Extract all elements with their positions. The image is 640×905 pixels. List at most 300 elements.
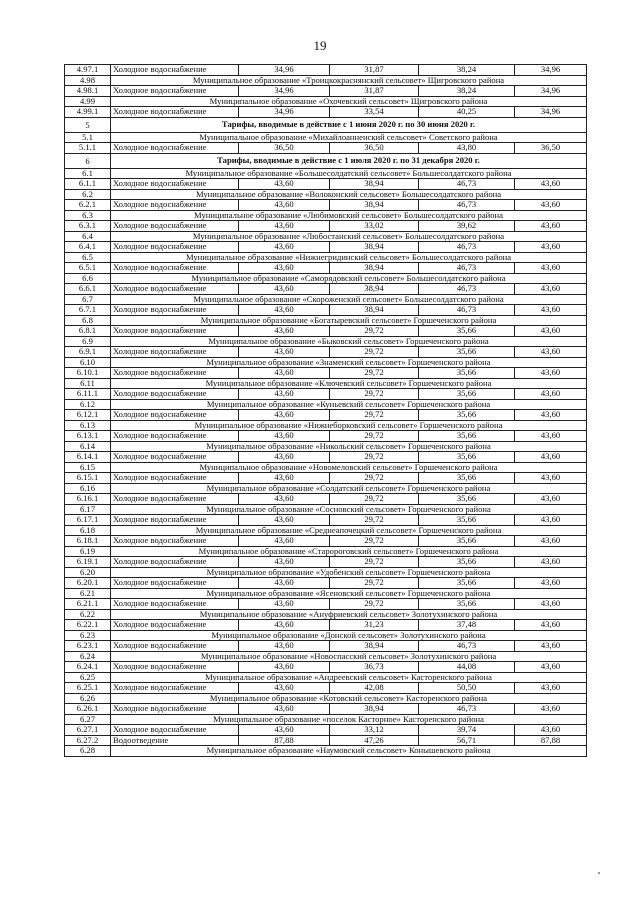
row-code: 4.99.1	[65, 107, 111, 118]
municipality-row	[65, 651, 587, 662]
municipality-name: Муниципальное образование «Саморядовский сельсовет» Большесолдатского района	[111, 273, 587, 284]
service-name: Холодное водоснабжение	[111, 410, 239, 421]
service-name: Холодное водоснабжение	[111, 557, 239, 568]
tariff-value-4: 43,60	[515, 725, 587, 736]
municipality-name: Муниципальное образование «Новомеловский сельсовет» Горшеченского района	[111, 462, 587, 473]
row-code: 6.11	[65, 378, 111, 389]
municipality-name: Муниципальное образование «Котовский сельсовет» Касторенского района	[111, 693, 587, 704]
row-code: 6.22	[65, 609, 111, 620]
tariff-value-4: 34,96	[515, 107, 587, 118]
tariff-value-3: 40,25	[419, 107, 515, 118]
municipality-name: Муниципальное образование «Большесолдатский сельсовет» Большесолдатского района	[111, 168, 587, 179]
row-code: 6.17.1	[65, 515, 111, 526]
service-name: Холодное водоснабжение	[111, 65, 239, 76]
tariff-row	[65, 86, 587, 97]
tariff-value-1: 43,60	[239, 536, 330, 547]
tariff-value-2: 31,87	[330, 65, 419, 76]
municipality-row	[65, 357, 587, 368]
tariff-row	[65, 65, 587, 76]
row-code: 6.8	[65, 315, 111, 326]
tariff-row	[65, 263, 587, 274]
row-code: 6.13	[65, 420, 111, 431]
row-code: 4.98	[65, 75, 111, 86]
row-code: 6.2	[65, 189, 111, 200]
municipality-name: Муниципальное образование «Андреевский сельсовет» Касторенского района	[111, 672, 587, 683]
row-code: 6.17	[65, 504, 111, 515]
municipality-name: Муниципальное образование «Троицкокраснянский сельсовет» Щигровского района	[111, 75, 587, 86]
row-code: 6.26	[65, 693, 111, 704]
municipality-name: Муниципальное образование «Любостанский сельсовет» Большесолдатского района	[111, 231, 587, 242]
tariff-value-2: 33,02	[330, 221, 419, 232]
service-name: Холодное водоснабжение	[111, 179, 239, 190]
service-name: Холодное водоснабжение	[111, 86, 239, 97]
tariff-value-3: 46,73	[419, 284, 515, 295]
municipality-name: Муниципальное образование «Охочевский сельсовет» Щигровского района	[111, 96, 587, 107]
tariff-value-2: 29,72	[330, 452, 419, 463]
row-code: 6.22.1	[65, 620, 111, 631]
municipality-name: Муниципальное образование «Солдатский сельсовет» Горшеченского района	[111, 483, 587, 494]
tariff-value-1: 43,60	[239, 389, 330, 400]
tariff-value-4: 43,60	[515, 431, 587, 442]
row-code: 6.18.1	[65, 536, 111, 547]
tariff-value-2: 38,94	[330, 305, 419, 316]
tariff-value-1: 43,60	[239, 683, 330, 694]
tariff-value-2: 33,12	[330, 725, 419, 736]
row-code: 6.16.1	[65, 494, 111, 505]
tariff-value-2: 38,94	[330, 200, 419, 211]
row-code: 6.16	[65, 483, 111, 494]
tariff-row	[65, 431, 587, 442]
page-number: 19	[313, 38, 327, 53]
municipality-row	[65, 504, 587, 515]
tariff-value-1: 43,60	[239, 431, 330, 442]
municipality-name: Муниципальное образование «Удобенский сельсовет» Горшеченского района	[111, 567, 587, 578]
row-code: 6.23	[65, 630, 111, 641]
municipality-name: Муниципальное образование «Любимовский сельсовет» Большесолдатского района	[111, 210, 587, 221]
tariff-row	[65, 473, 587, 484]
tariff-row	[65, 326, 587, 337]
municipality-row	[65, 273, 587, 284]
row-code: 6.6	[65, 273, 111, 284]
tariff-value-4: 43,60	[515, 242, 587, 253]
service-name: Холодное водоснабжение	[111, 284, 239, 295]
tariff-value-3: 46,73	[419, 179, 515, 190]
tariff-value-3: 35,66	[419, 599, 515, 610]
tariff-value-2: 47,26	[330, 735, 419, 746]
tariff-value-2: 29,72	[330, 557, 419, 568]
service-name: Холодное водоснабжение	[111, 452, 239, 463]
tariff-value-2: 38,94	[330, 284, 419, 295]
tariff-row	[65, 641, 587, 652]
row-code: 6.4	[65, 231, 111, 242]
municipality-name: Муниципальное образование «Никольский сельсовет» Горшеченского района	[111, 441, 587, 452]
municipality-row	[65, 168, 587, 179]
tariff-value-1: 43,60	[239, 725, 330, 736]
municipality-row	[65, 672, 587, 683]
municipality-name: Муниципальное образование «Богатыревский сельсовет» Горшеченского района	[111, 315, 587, 326]
service-name: Холодное водоснабжение	[111, 263, 239, 274]
service-name: Холодное водоснабжение	[111, 683, 239, 694]
service-name: Холодное водоснабжение	[111, 389, 239, 400]
row-code: 6.9.1	[65, 347, 111, 358]
tariff-value-2: 29,72	[330, 326, 419, 337]
tariff-value-4: 43,60	[515, 620, 587, 631]
tariff-value-2: 36,73	[330, 662, 419, 673]
service-name: Холодное водоснабжение	[111, 578, 239, 589]
tariff-value-1: 43,60	[239, 179, 330, 190]
tariff-value-1: 34,96	[239, 65, 330, 76]
row-code: 6.1	[65, 168, 111, 179]
row-code: 6.21	[65, 588, 111, 599]
municipality-row	[65, 336, 587, 347]
municipality-name: Муниципальное образование «Знаменский сельсовет» Горшеченского района	[111, 357, 587, 368]
service-name: Холодное водоснабжение	[111, 431, 239, 442]
row-code: 6.27.1	[65, 725, 111, 736]
tariff-value-2: 29,72	[330, 473, 419, 484]
row-code: 6.19	[65, 546, 111, 557]
section-header-row	[65, 117, 587, 132]
municipality-name: Муниципальное образование «Ясеновский сельсовет» Горшеченского района	[111, 588, 587, 599]
tariff-value-4: 43,60	[515, 683, 587, 694]
tariff-row	[65, 221, 587, 232]
municipality-row	[65, 132, 587, 143]
tariff-value-4: 43,60	[515, 326, 587, 337]
row-code: 4.99	[65, 96, 111, 107]
tariff-value-3: 35,66	[419, 326, 515, 337]
tariff-value-1: 87,88	[239, 735, 330, 746]
tariff-value-1: 43,60	[239, 200, 330, 211]
municipality-row	[65, 399, 587, 410]
municipality-name: Муниципальное образование «Быковский сельсовет» Горшеченского района	[111, 336, 587, 347]
municipality-name: Муниципальное образование «Сосновский сельсовет» Горшеченского района	[111, 504, 587, 515]
tariff-value-3: 46,73	[419, 242, 515, 253]
tariff-row	[65, 735, 587, 746]
tariff-value-2: 31,87	[330, 86, 419, 97]
service-name: Холодное водоснабжение	[111, 704, 239, 715]
municipality-name: Муниципальное образование «Нижнегридинский сельсовет» Большесолдатского района	[111, 252, 587, 263]
tariff-row	[65, 515, 587, 526]
tariff-value-3: 46,73	[419, 704, 515, 715]
tariff-value-1: 43,60	[239, 263, 330, 274]
tariff-value-3: 35,66	[419, 578, 515, 589]
row-code: 6	[65, 153, 111, 168]
row-code: 6.21.1	[65, 599, 111, 610]
row-code: 5.1.1	[65, 143, 111, 154]
service-name: Холодное водоснабжение	[111, 221, 239, 232]
row-code: 6.4.1	[65, 242, 111, 253]
tariff-value-1: 43,60	[239, 620, 330, 631]
row-code: 6.28	[65, 746, 111, 757]
tariff-value-1: 43,60	[239, 494, 330, 505]
row-code: 6.26.1	[65, 704, 111, 715]
tariff-value-3: 46,73	[419, 200, 515, 211]
service-name: Холодное водоснабжение	[111, 725, 239, 736]
tariff-row	[65, 557, 587, 568]
row-code: 6.24.1	[65, 662, 111, 673]
tariff-value-4: 34,96	[515, 65, 587, 76]
tariff-row	[65, 620, 587, 631]
tariff-value-4: 43,60	[515, 410, 587, 421]
tariff-value-4: 43,60	[515, 452, 587, 463]
service-name: Водоотведение	[111, 735, 239, 746]
tariff-value-1: 43,60	[239, 641, 330, 652]
row-code: 6.3.1	[65, 221, 111, 232]
row-code: 6.27	[65, 714, 111, 725]
tariff-value-4: 43,60	[515, 389, 587, 400]
tariff-value-1: 43,60	[239, 368, 330, 379]
municipality-name: Муниципальное образование «Волоконский сельсовет» Большесолдатского района	[111, 189, 587, 200]
tariff-row	[65, 704, 587, 715]
section-title: Тарифы, вводимые в действие с 1 июля 2020 г. по 31 декабря 2020 г.	[111, 153, 587, 168]
municipality-row	[65, 420, 587, 431]
tariff-value-2: 29,72	[330, 515, 419, 526]
tariff-value-3: 38,24	[419, 65, 515, 76]
tariff-value-4: 43,60	[515, 662, 587, 673]
tariff-value-4: 43,60	[515, 368, 587, 379]
tariff-row	[65, 368, 587, 379]
municipality-row	[65, 441, 587, 452]
tariff-value-2: 31,23	[330, 620, 419, 631]
tariff-row	[65, 305, 587, 316]
tariff-row	[65, 662, 587, 673]
tariff-row	[65, 536, 587, 547]
tariff-value-3: 35,66	[419, 431, 515, 442]
tariff-value-4: 43,60	[515, 263, 587, 274]
tariff-value-1: 34,96	[239, 107, 330, 118]
row-code: 6.25.1	[65, 683, 111, 694]
tariff-row	[65, 242, 587, 253]
service-name: Холодное водоснабжение	[111, 536, 239, 547]
tariff-value-1: 43,60	[239, 452, 330, 463]
tariff-value-3: 50,50	[419, 683, 515, 694]
tariff-row	[65, 410, 587, 421]
row-code: 6.10	[65, 357, 111, 368]
tariff-value-3: 46,73	[419, 641, 515, 652]
municipality-name: Муниципальное образование «Донской сельсовет» Золотухинского района	[111, 630, 587, 641]
row-code: 5.1	[65, 132, 111, 143]
tariff-value-4: 43,60	[515, 200, 587, 211]
row-code: 6.27.2	[65, 735, 111, 746]
tariff-value-1: 43,60	[239, 347, 330, 358]
tariff-value-4: 34,96	[515, 86, 587, 97]
tariff-value-4: 43,60	[515, 515, 587, 526]
municipality-name: Муниципальное образование «Среднеапочецкий сельсовет» Горшеченского района	[111, 525, 587, 536]
municipality-row	[65, 378, 587, 389]
tariff-value-1: 34,96	[239, 86, 330, 97]
tariff-row	[65, 578, 587, 589]
tariff-row	[65, 284, 587, 295]
tariff-row	[65, 683, 587, 694]
tariff-value-2: 29,72	[330, 536, 419, 547]
tariff-value-2: 36,50	[330, 143, 419, 154]
tariff-value-2: 29,72	[330, 494, 419, 505]
tariff-value-4: 43,60	[515, 347, 587, 358]
tariff-value-1: 43,60	[239, 242, 330, 253]
municipality-row	[65, 315, 587, 326]
row-code: 6.6.1	[65, 284, 111, 295]
tariff-row	[65, 143, 587, 154]
tariff-value-2: 29,72	[330, 389, 419, 400]
row-code: 6.14	[65, 441, 111, 452]
tariff-value-2: 29,72	[330, 368, 419, 379]
tariff-value-1: 43,60	[239, 473, 330, 484]
tariff-value-2: 29,72	[330, 431, 419, 442]
tariff-value-3: 38,24	[419, 86, 515, 97]
row-code: 6.18	[65, 525, 111, 536]
tariff-value-4: 36,50	[515, 143, 587, 154]
tariff-value-3: 35,66	[419, 515, 515, 526]
service-name: Холодное водоснабжение	[111, 515, 239, 526]
municipality-row	[65, 294, 587, 305]
tariff-value-3: 43,80	[419, 143, 515, 154]
tariff-value-2: 29,72	[330, 347, 419, 358]
row-code: 6.5	[65, 252, 111, 263]
scan-artifact	[598, 872, 600, 874]
service-name: Холодное водоснабжение	[111, 620, 239, 631]
municipality-name: Муниципальное образование «поселок Касторное» Касторенского района	[111, 714, 587, 725]
tariff-value-4: 43,60	[515, 473, 587, 484]
tariff-value-1: 43,60	[239, 599, 330, 610]
municipality-row	[65, 630, 587, 641]
tariff-value-1: 43,60	[239, 578, 330, 589]
service-name: Холодное водоснабжение	[111, 641, 239, 652]
row-code: 6.1.1	[65, 179, 111, 190]
tariff-value-4: 43,60	[515, 179, 587, 190]
tariff-value-1: 43,60	[239, 662, 330, 673]
tariff-value-2: 42,08	[330, 683, 419, 694]
row-code: 6.15	[65, 462, 111, 473]
row-code: 6.9	[65, 336, 111, 347]
tariff-value-4: 43,60	[515, 557, 587, 568]
service-name: Холодное водоснабжение	[111, 662, 239, 673]
tariff-row	[65, 494, 587, 505]
tariff-row	[65, 725, 587, 736]
tariff-value-1: 36,50	[239, 143, 330, 154]
service-name: Холодное водоснабжение	[111, 143, 239, 154]
tariff-value-2: 33,54	[330, 107, 419, 118]
tariff-row	[65, 599, 587, 610]
row-code: 6.7.1	[65, 305, 111, 316]
row-code: 6.10.1	[65, 368, 111, 379]
row-code: 4.98.1	[65, 86, 111, 97]
tariff-value-3: 44,08	[419, 662, 515, 673]
municipality-name: Муниципальное образование «Ключевский сельсовет» Горшеченского района	[111, 378, 587, 389]
tariff-value-1: 43,60	[239, 284, 330, 295]
tariff-value-1: 43,60	[239, 326, 330, 337]
tariff-value-2: 38,94	[330, 704, 419, 715]
service-name: Холодное водоснабжение	[111, 305, 239, 316]
municipality-name: Муниципальное образование «Новоспасский сельсовет» Золотухинского района	[111, 651, 587, 662]
row-code: 4.97.1	[65, 65, 111, 76]
row-code: 6.5.1	[65, 263, 111, 274]
tariff-row	[65, 200, 587, 211]
municipality-row	[65, 588, 587, 599]
tariff-value-2: 38,94	[330, 242, 419, 253]
municipality-row	[65, 525, 587, 536]
tariff-value-3: 39,62	[419, 221, 515, 232]
municipality-name: Муниципальное образование «Старороговский сельсовет» Горшеченского района	[111, 546, 587, 557]
tariff-value-4: 43,60	[515, 494, 587, 505]
municipality-row	[65, 252, 587, 263]
section-title: Тарифы, вводимые в действие с 1 июня 2020 г. по 30 июня 2020 г.	[111, 117, 587, 132]
row-code: 6.8.1	[65, 326, 111, 337]
tariff-value-4: 43,60	[515, 221, 587, 232]
tariff-value-3: 46,73	[419, 263, 515, 274]
municipality-row	[65, 483, 587, 494]
tariff-value-4: 43,60	[515, 305, 587, 316]
tariff-value-2: 38,94	[330, 179, 419, 190]
tariff-value-3: 37,48	[419, 620, 515, 631]
tariff-value-4: 87,88	[515, 735, 587, 746]
service-name: Холодное водоснабжение	[111, 107, 239, 118]
tariff-value-3: 56,71	[419, 735, 515, 746]
municipality-name: Муниципальное образование «Михайлоанненский сельсовет» Советского района	[111, 132, 587, 143]
tariff-value-2: 38,94	[330, 641, 419, 652]
tariff-value-3: 35,66	[419, 557, 515, 568]
service-name: Холодное водоснабжение	[111, 200, 239, 211]
tariff-value-4: 43,60	[515, 641, 587, 652]
tariff-value-4: 43,60	[515, 578, 587, 589]
tariff-value-2: 29,72	[330, 410, 419, 421]
municipality-row	[65, 609, 587, 620]
municipality-row	[65, 210, 587, 221]
row-code: 6.12.1	[65, 410, 111, 421]
service-name: Холодное водоснабжение	[111, 473, 239, 484]
tariff-value-2: 29,72	[330, 599, 419, 610]
row-code: 6.15.1	[65, 473, 111, 484]
row-code: 6.20.1	[65, 578, 111, 589]
tariff-row	[65, 179, 587, 190]
tariff-row	[65, 389, 587, 400]
municipality-name: Муниципальное образование «Куньевский сельсовет» Горшеченского района	[111, 399, 587, 410]
tariff-row	[65, 107, 587, 118]
tariff-value-4: 43,60	[515, 704, 587, 715]
service-name: Холодное водоснабжение	[111, 347, 239, 358]
service-name: Холодное водоснабжение	[111, 494, 239, 505]
tariff-row	[65, 347, 587, 358]
municipality-row	[65, 75, 587, 86]
municipality-row	[65, 746, 587, 757]
tariff-value-3: 46,73	[419, 305, 515, 316]
section-header-row	[65, 153, 587, 168]
tariff-value-1: 43,60	[239, 410, 330, 421]
tariff-value-4: 43,60	[515, 284, 587, 295]
municipality-row	[65, 189, 587, 200]
tariff-value-3: 35,66	[419, 452, 515, 463]
municipality-row	[65, 714, 587, 725]
row-code: 5	[65, 117, 111, 132]
municipality-name: Муниципальное образование «Наумовский сельсовет» Конышевского района	[111, 746, 587, 757]
municipality-row	[65, 462, 587, 473]
municipality-row	[65, 693, 587, 704]
row-code: 6.7	[65, 294, 111, 305]
tariff-value-3: 35,66	[419, 536, 515, 547]
municipality-row	[65, 231, 587, 242]
row-code: 6.3	[65, 210, 111, 221]
municipality-name: Муниципальное образование «Нижнеборковский сельсовет» Горшеченского района	[111, 420, 587, 431]
tariff-value-3: 35,66	[419, 473, 515, 484]
row-code: 6.11.1	[65, 389, 111, 400]
tariff-value-3: 39,74	[419, 725, 515, 736]
municipality-name: Муниципальное образование «Скороженский сельсовет» Большесолдатского района	[111, 294, 587, 305]
tariff-value-1: 43,60	[239, 221, 330, 232]
municipality-row	[65, 546, 587, 557]
tariff-value-1: 43,60	[239, 305, 330, 316]
row-code: 6.12	[65, 399, 111, 410]
tariff-value-2: 38,94	[330, 263, 419, 274]
service-name: Холодное водоснабжение	[111, 242, 239, 253]
tariff-value-3: 35,66	[419, 368, 515, 379]
